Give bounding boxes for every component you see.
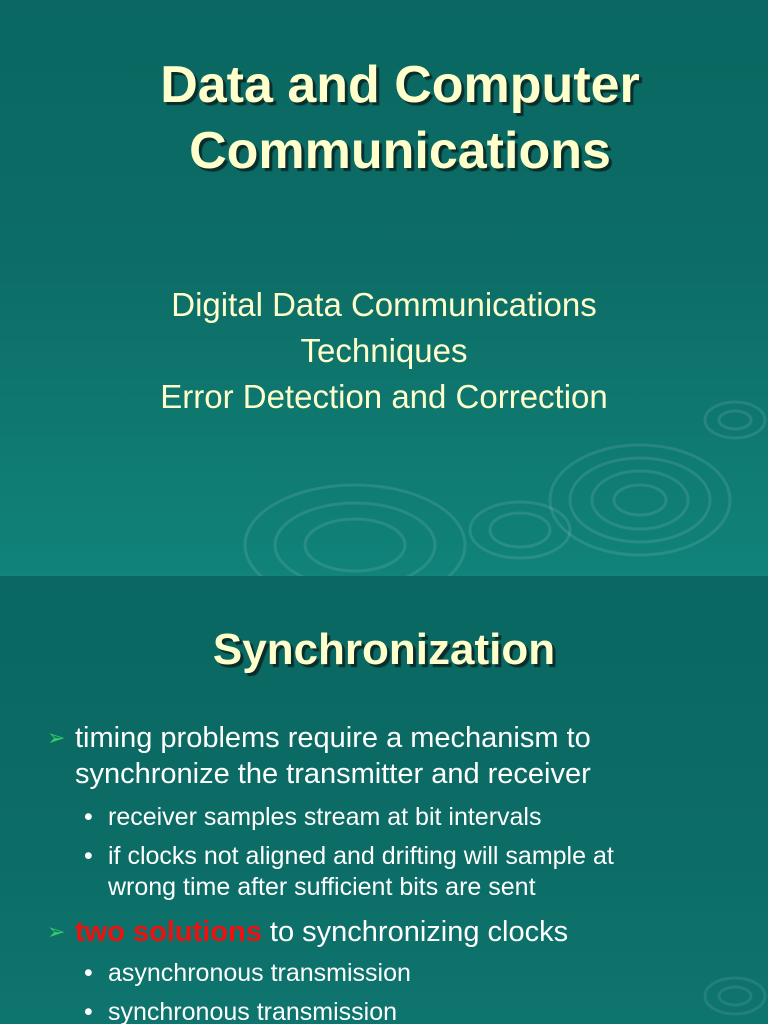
bullet-line: synchronize the transmitter and receiver [75, 758, 591, 790]
sub-bullet-asynchronous [84, 958, 411, 989]
arrow-bullet-icon: ➢ [47, 725, 66, 750]
sub-bullet-clocks-drifting [84, 841, 614, 903]
sub-bullet-line: if clocks not aligned and drifting will sample at [108, 842, 614, 870]
presentation-subtitle [0, 282, 768, 420]
dot-bullet-icon: • [84, 803, 93, 831]
slide-title: Synchronization [212, 625, 556, 674]
presentation-title [34, 52, 766, 184]
subtitle-line-2: Techniques [300, 332, 468, 369]
bullet-line: timing problems require a mechanism to [75, 722, 591, 754]
sub-bullet-receiver-samples [84, 802, 542, 833]
bullet-timing-problems [47, 720, 591, 792]
bullet-text: to synchronizing clocks [261, 916, 569, 948]
bullet-two-solutions [47, 914, 569, 950]
subtitle-line-1: Digital Data Communications [171, 286, 597, 323]
highlighted-text: two solutions [75, 916, 262, 948]
synchronization-slide [0, 576, 768, 1024]
subtitle-line-3: Error Detection and Correction [160, 378, 608, 415]
sub-bullet-line: asynchronous transmission [108, 959, 411, 987]
sub-bullet-line: receiver samples stream at bit intervals [108, 803, 542, 831]
title-line-1: Data and Computer [160, 56, 640, 114]
bullet-line [75, 914, 568, 950]
sub-bullet-line: synchronous transmission [108, 998, 398, 1024]
sub-bullet-synchronous [84, 997, 398, 1024]
title-line-2: Communications [189, 122, 611, 180]
arrow-bullet-icon: ➢ [47, 919, 66, 944]
dot-bullet-icon: • [84, 959, 93, 987]
dot-bullet-icon: • [84, 998, 93, 1024]
sub-bullet-line: wrong time after sufficient bits are sent [108, 873, 536, 901]
dot-bullet-icon: • [84, 842, 93, 870]
